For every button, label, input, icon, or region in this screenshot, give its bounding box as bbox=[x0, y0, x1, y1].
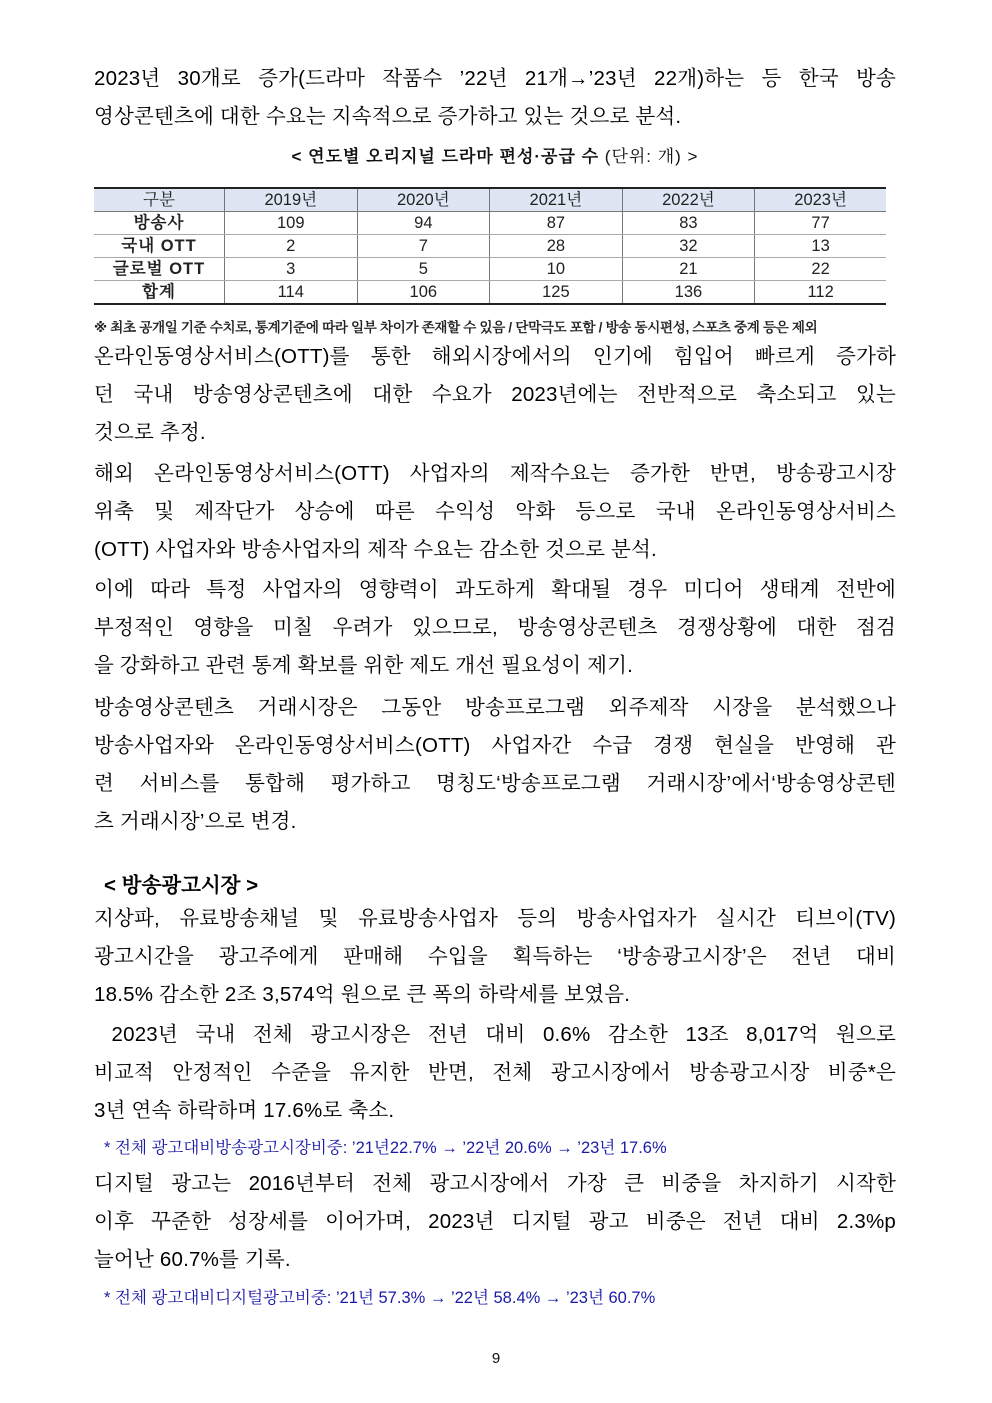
text-line: 방송사업자와 온라인동영상서비스(OTT) 사업자간 수급 경쟁 현실을 반영해 관 bbox=[94, 734, 896, 757]
text-line: 비교적 안정적인 수준을 유지한 반면, 전체 광고시장에서 방송광고시장 비중*은 bbox=[94, 1061, 896, 1084]
table-row bbox=[94, 212, 886, 235]
paragraph-digital-ad bbox=[94, 1165, 896, 1279]
table-header-cell: 2023년 bbox=[755, 188, 886, 212]
text-line: 3년 연속 하락하며 17.6%로 축소. bbox=[94, 1099, 395, 1122]
text-line: 디지털 광고는 2016년부터 전체 광고시장에서 가장 큰 비중을 차지하기 시작한 bbox=[94, 1172, 896, 1195]
paragraph-production-demand bbox=[94, 455, 896, 569]
text-line: 을 강화하고 관련 통계 확보를 위한 제도 개선 필요성이 제기. bbox=[94, 654, 634, 677]
table-caption-title: < 연도별 오리지널 드라마 편성·공급 수 bbox=[291, 147, 600, 166]
table-header-cell: 2019년 bbox=[225, 188, 358, 212]
table-header-cell: 2021년 bbox=[490, 188, 623, 212]
text-line: 위축 및 제작단가 상승에 따른 수익성 악화 등으로 국내 온라인동영상서비스 bbox=[94, 500, 896, 523]
table-cell: 32 bbox=[622, 235, 755, 258]
section-title: < 방송광고시장 > bbox=[104, 874, 259, 897]
table-cell: 13 bbox=[755, 235, 886, 258]
table-cell: 77 bbox=[755, 212, 886, 235]
text-line: 츠 거래시장’으로 변경. bbox=[94, 810, 297, 833]
table-row-total bbox=[94, 281, 886, 305]
table-cell: 5 bbox=[357, 258, 490, 281]
table-note: ※ 최초 공개일 기준 수치로, 통계기준에 따라 일부 차이가 존재할 수 있음 / 단막극도 포함 / 방송 동시편성, 스포츠 중계 등은 제외 bbox=[94, 320, 818, 335]
text-line: 영상콘텐츠에 대한 수요는 지속적으로 증가하고 있는 것으로 분석. bbox=[94, 105, 682, 128]
text-line: 해외 온라인동영상서비스(OTT) 사업자의 제작수요는 증가한 반면, 방송광고시장 bbox=[94, 462, 896, 485]
table-header-cell: 2022년 bbox=[622, 188, 755, 212]
drama-supply-table bbox=[94, 187, 886, 305]
row-label: 국내 OTT bbox=[94, 235, 225, 258]
table-cell: 3 bbox=[225, 258, 358, 281]
text-line: (OTT) 사업자와 방송사업자의 제작 수요는 감소한 것으로 분석. bbox=[94, 538, 657, 561]
table-cell: 106 bbox=[357, 281, 490, 305]
table-cell: 94 bbox=[357, 212, 490, 235]
table-cell: 2 bbox=[225, 235, 358, 258]
row-label: 글로벌 OTT bbox=[94, 258, 225, 281]
table-cell: 87 bbox=[490, 212, 623, 235]
paragraph-trading-market bbox=[94, 689, 896, 841]
table-cell: 112 bbox=[755, 281, 886, 305]
table-cell: 22 bbox=[755, 258, 886, 281]
footnote-digital-share: * 전체 광고대비디지털광고비중: ’21년 57.3% → ’22년 58.4% → ’23년 60.7% bbox=[104, 1289, 656, 1307]
text-line: 이후 꾸준한 성장세를 이어가며, 2023년 디지털 광고 비중은 전년 대비 2.3%p bbox=[94, 1210, 896, 1233]
table-row bbox=[94, 258, 886, 281]
table-header-cell: 구분 bbox=[94, 188, 225, 212]
text-line: 광고시간을 광고주에게 판매해 수입을 획득하는 ‘방송광고시장’은 전년 대비 bbox=[94, 945, 896, 968]
table-header-cell: 2020년 bbox=[357, 188, 490, 212]
table-row bbox=[94, 235, 886, 258]
text-line: 이에 따라 특정 사업자의 영향력이 과도하게 확대될 경우 미디어 생태계 전반에 bbox=[94, 578, 896, 601]
paragraph-influence bbox=[94, 571, 896, 685]
table-cell: 114 bbox=[225, 281, 358, 305]
text-line: 지상파, 유료방송채널 및 유료방송사업자 등의 방송사업자가 실시간 티브이(TV) bbox=[94, 907, 896, 930]
text-line: 온라인동영상서비스(OTT)를 통한 해외시장에서의 인기에 힘입어 빠르게 증가하 bbox=[94, 345, 896, 368]
table-cell: 7 bbox=[357, 235, 490, 258]
table-cell: 136 bbox=[622, 281, 755, 305]
table-cell: 21 bbox=[622, 258, 755, 281]
text-line: 방송영상콘텐츠 거래시장은 그동안 방송프로그램 외주제작 시장을 분석했으나 bbox=[94, 696, 896, 719]
table-caption-unit: (단위: 개) > bbox=[604, 147, 699, 166]
text-line: 것으로 추정. bbox=[94, 421, 206, 444]
table-cell: 83 bbox=[622, 212, 755, 235]
intro-paragraph bbox=[94, 60, 896, 136]
page-number: 9 bbox=[491, 1350, 501, 1367]
paragraph-total-ad-market bbox=[94, 1016, 896, 1130]
table-cell: 109 bbox=[225, 212, 358, 235]
text-line: 부정적인 영향을 미칠 우려가 있으므로, 방송영상콘텐츠 경쟁상황에 대한 점검 bbox=[94, 616, 896, 639]
table-cell: 10 bbox=[490, 258, 623, 281]
table-header-row bbox=[94, 188, 886, 212]
text-line: 18.5% 감소한 2조 3,574억 원으로 큰 폭의 하락세를 보였음. bbox=[94, 983, 631, 1006]
table-caption bbox=[94, 142, 896, 167]
text-line: 늘어난 60.7%를 기록. bbox=[94, 1248, 291, 1271]
text-line: 던 국내 방송영상콘텐츠에 대한 수요가 2023년에는 전반적으로 축소되고 있는 bbox=[94, 383, 896, 406]
paragraph-broadcast-ad bbox=[94, 900, 896, 1014]
paragraph-ott-popularity bbox=[94, 338, 896, 452]
table-cell: 28 bbox=[490, 235, 623, 258]
table-cell: 125 bbox=[490, 281, 623, 305]
text-line: 2023년 30개로 증가(드라마 작품수 ’22년 21개→’23년 22개)하는 등 한국 방송 bbox=[94, 67, 896, 90]
row-label: 합계 bbox=[94, 281, 225, 305]
footnote-broadcast-share: * 전체 광고대비방송광고시장비중: ’21년22.7% → ’22년 20.6% → ’23년 17.6% bbox=[104, 1139, 667, 1157]
row-label: 방송사 bbox=[94, 212, 225, 235]
text-line: 련 서비스를 통합해 평가하고 명칭도‘방송프로그램 거래시장’에서‘방송영상콘텐 bbox=[94, 772, 896, 795]
text-line: 2023년 국내 전체 광고시장은 전년 대비 0.6% 감소한 13조 8,017억 원으로 bbox=[94, 1023, 896, 1046]
